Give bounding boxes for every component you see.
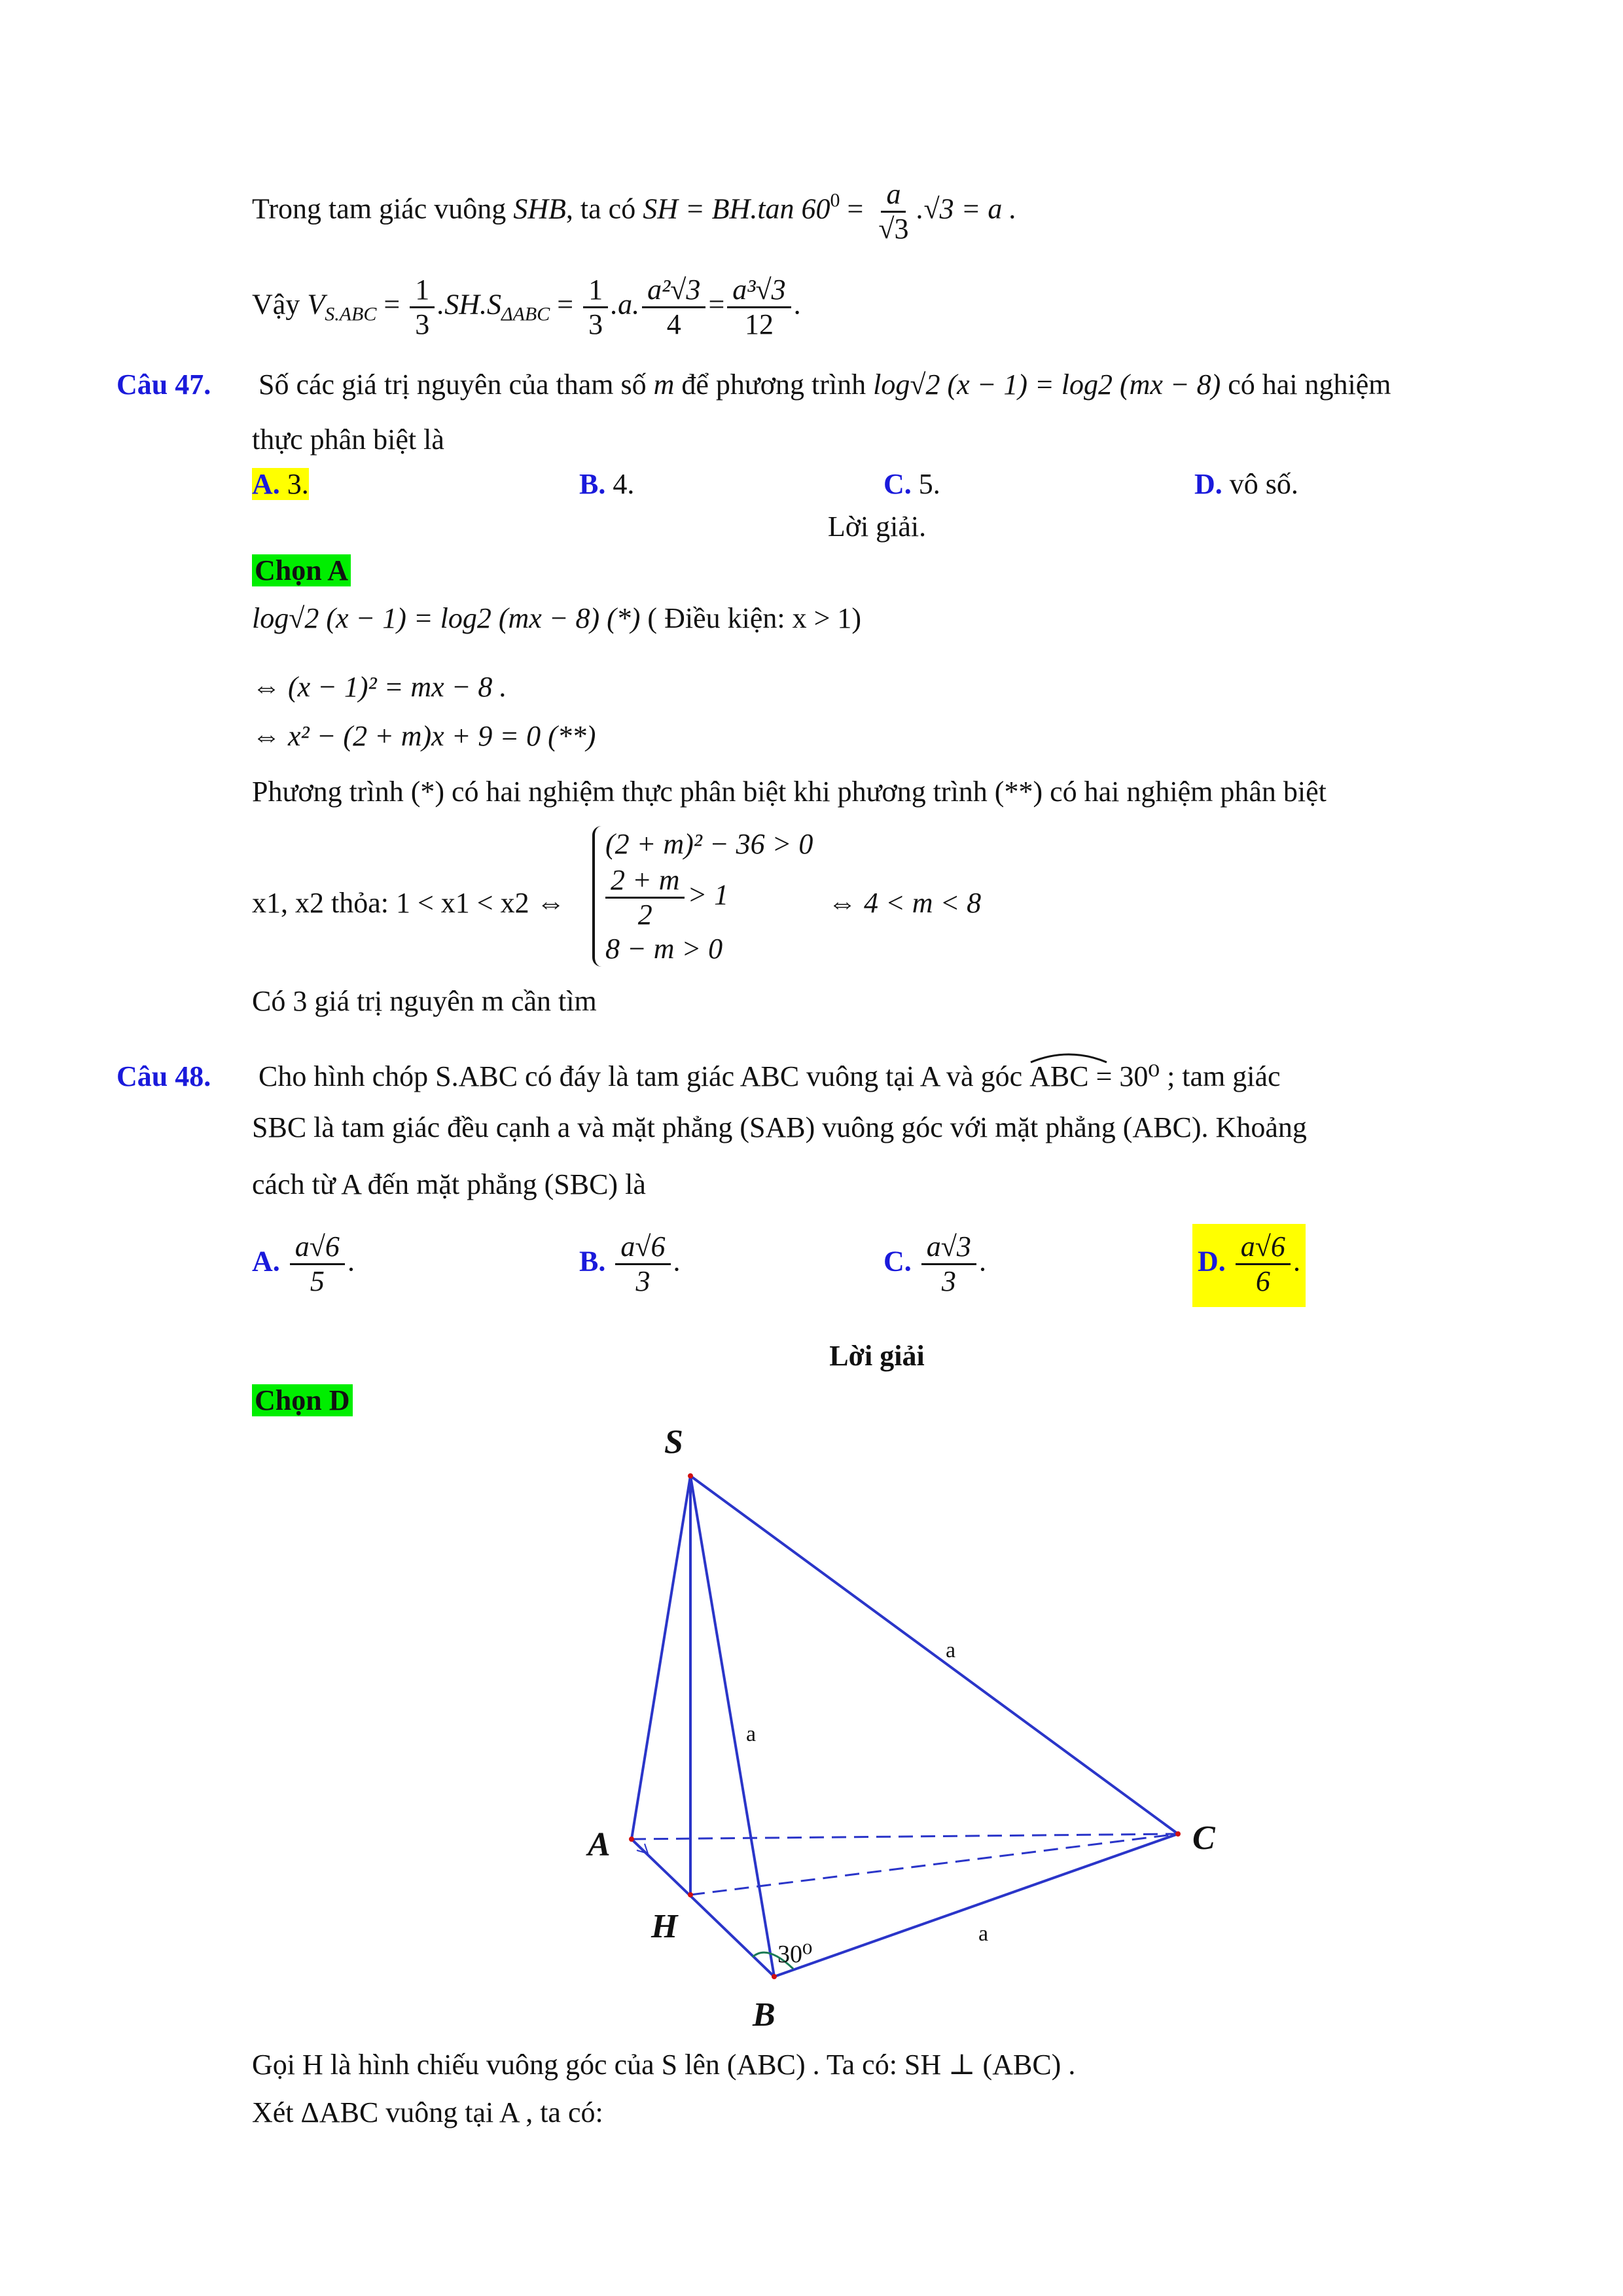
q47-step-5-right: ⇔ 4 < m < 8	[828, 887, 982, 919]
q47-step-4: Phương trình (*) có hai nghiệm thực phân biệt khi phương trình (**) có hai nghiệm phân biệt	[252, 776, 1327, 808]
label-edge-SB: a	[746, 1722, 757, 1746]
label-H: H	[651, 1908, 678, 1945]
edge-SB	[690, 1476, 774, 1977]
q48-solution-title: Lời giải	[829, 1340, 925, 1372]
q48-angle-name: ABC	[1029, 1060, 1089, 1092]
q47-system-1: (2 + m)² − 36 > 0	[605, 828, 813, 860]
prev-deg: 0	[830, 189, 840, 211]
label-angle: 30⁰	[777, 1941, 813, 1968]
q47-option-b: B. 4.	[579, 468, 635, 500]
angle-arc-icon	[1029, 1049, 1108, 1064]
q48-choice: Chọn D	[252, 1381, 353, 1420]
q47-option-c: C. 5.	[883, 468, 940, 500]
q47-step-2: ⇔ (x − 1)² = mx − 8 .	[252, 671, 507, 703]
q47-step-6: Có 3 giá trị nguyên m cần tìm	[252, 985, 597, 1017]
label-S: S	[664, 1424, 683, 1461]
prev-frac1: $\frac{1}{3}$	[410, 274, 435, 341]
prev-frac3: $\frac{\text{a²√3}}{4}$	[642, 274, 705, 341]
prev-frac4: $\frac{\text{a³√3}}{12}$	[727, 274, 791, 341]
q47-equation: log√2 (x − 1) = log2 (mx − 8)	[873, 368, 1221, 401]
q48-line-2: SBC là tam giác đều cạnh a và mặt phẳng (SAB) vuông góc với mặt phẳng (ABC). Khoảng	[252, 1111, 1307, 1143]
q48-text-1: Gọi H là hình chiếu vuông góc của S lên (ABC) . Ta có: SH ⊥ (ABC) .	[252, 2049, 1076, 2081]
edge-HC	[690, 1834, 1178, 1895]
prev-frac2: $\frac{1}{3}$	[583, 274, 608, 341]
q48-option-b: B. $\frac{a√6}{3}$ .	[579, 1230, 681, 1297]
label-A: A	[588, 1826, 611, 1863]
q47-system-2: $\frac{2 + m}{2}$ > 1	[605, 864, 728, 931]
q47-step-5-left: x1, x2 thỏa: 1 < x1 < x2 ⇔	[252, 887, 565, 919]
prev-formula-right: .√3 = a .	[916, 192, 1017, 225]
q47-option-d: D. vô số.	[1194, 468, 1298, 500]
q47-solution-title: Lời giải.	[827, 511, 927, 543]
prev-triangle: SHB	[513, 192, 566, 225]
q47-step-3: ⇔ x² − (2 + m)x + 9 = 0 (**)	[252, 720, 596, 752]
label-B: B	[753, 1996, 776, 2034]
edge-SC	[690, 1476, 1178, 1834]
prev-formula-left: SH = BH.tan 60	[643, 192, 830, 225]
q48-line-1: Cho hình chóp S.ABC có đáy là tam giác ABC vuông tại A và góc ABC = 30⁰ ; tam giác	[259, 1057, 1281, 1096]
label-edge-SC: a	[946, 1638, 956, 1662]
q47-line-2: thực phân biệt là	[252, 423, 444, 456]
q47-line-1: Số các giá trị nguyên của tham số m để phương trình log√2 (x − 1) = log2 (mx − 8) có hai nghiệm	[259, 368, 1391, 401]
q48-option-c: C. $\frac{a√3}{3}$ .	[883, 1230, 986, 1297]
q47-label: Câu 47.	[116, 368, 211, 401]
prev-text: Trong tam giác vuông	[252, 192, 507, 225]
q48-option-d: D. $\frac{a√6}{6}$ .	[1192, 1224, 1306, 1307]
prev-mid: , ta có	[565, 192, 636, 225]
q48-option-a: A. $\frac{a√6}{5}$ .	[252, 1230, 355, 1297]
edge-AC	[632, 1834, 1178, 1839]
q47-step-1: log√2 (x − 1) = log2 (mx − 8) (*) ( Điều kiện: x > 1)	[252, 602, 862, 634]
prev-line-2: Vậy $V_{S.ABC}$ = $\frac{1}{3}$ $.SH.S_{\Delta ABC}$ = $\frac{1}{3}$ .a. $\frac{\text{a²√3}}{4}$ = $\frac{\text{a³√3}}{12}$ .	[252, 274, 801, 340]
label-edge-BC: a	[978, 1922, 989, 1946]
prev-line-1: Trong tam giác vuông SHB, ta có SH = BH.tan $60^0$ = $\frac{a}{√3}$ .√3 = a .	[252, 178, 1017, 245]
prev-vay: Vậy	[252, 288, 300, 321]
q47-option-a: A. 3.	[252, 468, 309, 500]
q47-system-brace	[592, 826, 604, 967]
prev-frac: $\frac{a}{√3}$	[878, 178, 909, 245]
prev-V: V	[307, 288, 325, 321]
edge-BC	[774, 1834, 1178, 1977]
label-C: C	[1192, 1820, 1215, 1857]
q47-system-3: 8 − m > 0	[605, 933, 723, 965]
q48-line-3: cách từ A đến mặt phẳng (SBC) là	[252, 1168, 646, 1200]
q47-choice: Chọn A	[252, 551, 351, 590]
edge-SA	[632, 1476, 690, 1839]
q48-label: Câu 48.	[116, 1060, 211, 1092]
q48-text-2: Xét ΔABC vuông tại A , ta có:	[252, 2096, 603, 2128]
pyramid-figure	[556, 1414, 1243, 2042]
